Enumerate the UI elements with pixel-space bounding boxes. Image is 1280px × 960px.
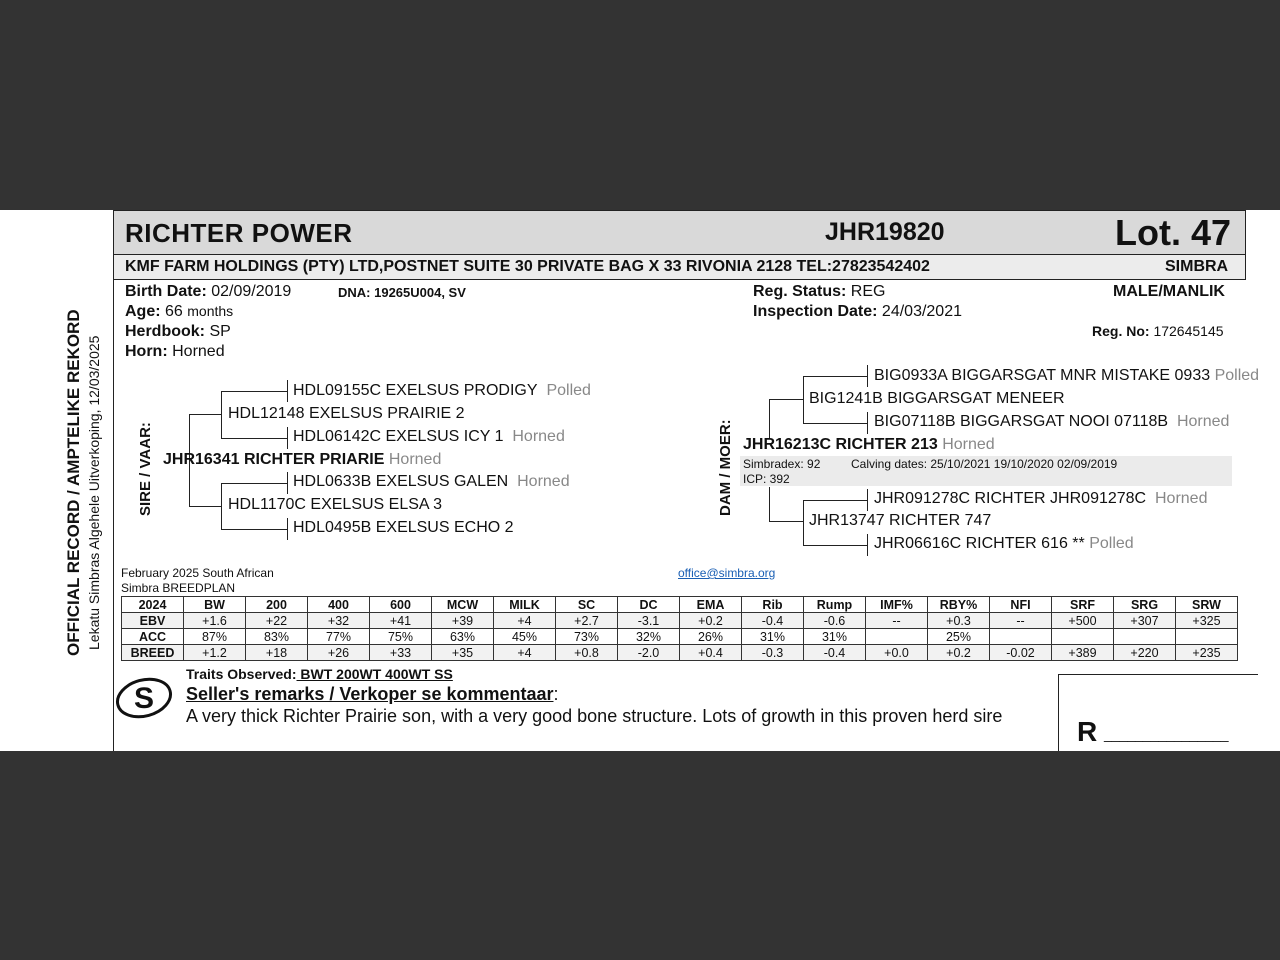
traits-observed	[186, 666, 453, 682]
simbra-logo-icon	[113, 673, 173, 733]
table-header-cell: MILK	[494, 597, 556, 613]
table-cell: +0.0	[866, 645, 928, 661]
age-label: Age:	[125, 303, 161, 320]
table-cell: 32%	[618, 629, 680, 645]
price-currency: R	[1077, 716, 1098, 747]
birth-date	[125, 283, 291, 301]
auction-label: Lekatu Simbras Algehele Uitverkoping, 12/03/2025	[86, 335, 102, 650]
table-cell: +33	[370, 645, 432, 661]
logo-letter: S	[133, 682, 155, 715]
email-link[interactable]: office@simbra.org	[678, 566, 776, 580]
table-header-cell: Rib	[742, 597, 804, 613]
sex-label: MALE/MANLIK	[1113, 283, 1225, 300]
breed-label: SIMBRA	[1165, 258, 1229, 275]
traits-label: Traits Observed:	[186, 666, 297, 682]
table-header-row	[122, 597, 1238, 613]
table-cell: +307	[1114, 613, 1176, 629]
table-cell: 75%	[370, 629, 432, 645]
sire-dam-sire: HDL0633B EXELSUS GALEN Horned	[293, 473, 570, 490]
table-cell: -0.4	[804, 645, 866, 661]
table-cell: +0.2	[680, 613, 742, 629]
table-cell	[1114, 629, 1176, 645]
table-cell: 25%	[928, 629, 990, 645]
table-cell: -0.6	[804, 613, 866, 629]
table-header-cell: Rump	[804, 597, 866, 613]
traits-value: BWT 200WT 400WT SS	[296, 666, 453, 682]
table-cell: 31%	[742, 629, 804, 645]
table-cell: -0.4	[742, 613, 804, 629]
reg-status-value: REG	[850, 283, 886, 300]
table-cell: +235	[1176, 645, 1238, 661]
official-record-label: OFFICIAL RECORD / AMPTELIKE REKORD	[64, 309, 83, 656]
horn	[125, 343, 225, 361]
table-cell: +389	[1052, 645, 1114, 661]
table-header-cell: 400	[308, 597, 370, 613]
reg-status	[753, 283, 885, 301]
breedplan-table	[121, 596, 1238, 661]
dam-main: JHR16213C RICHTER 213 Horned	[743, 436, 995, 453]
table-cell	[1052, 629, 1114, 645]
reg-no	[1092, 323, 1224, 339]
table-cell: +0.3	[928, 613, 990, 629]
animal-name: RICHTER POWER	[125, 218, 353, 248]
inspection-value: 24/03/2021	[881, 303, 962, 320]
table-header-cell: RBY%	[928, 597, 990, 613]
table-cell: +325	[1176, 613, 1238, 629]
table-cell	[1176, 629, 1238, 645]
simbradex: Simbradex: 92	[743, 457, 821, 471]
table-row-label: BREED	[122, 645, 184, 661]
table-cell: 26%	[680, 629, 742, 645]
dam-sire-bracket	[803, 376, 804, 423]
horn-label: Horn:	[125, 343, 168, 360]
table-cell: +2.7	[556, 613, 618, 629]
table-header-cell: SC	[556, 597, 618, 613]
table-cell: +18	[246, 645, 308, 661]
table-cell: -0.02	[990, 645, 1052, 661]
table-header-cell: MCW	[432, 597, 494, 613]
table-cell: +39	[432, 613, 494, 629]
dam-dam-dam: JHR06616C RICHTER 616 ** Polled	[874, 535, 1134, 552]
table-header-cell: DC	[618, 597, 680, 613]
table-header-cell: IMF%	[866, 597, 928, 613]
horn-value: Horned	[172, 343, 225, 360]
price-blank[interactable]: ________________	[1104, 726, 1229, 742]
table-cell: +1.2	[184, 645, 246, 661]
table-header-cell: 200	[246, 597, 308, 613]
table-header-cell: SRW	[1176, 597, 1238, 613]
inspection-label: Inspection Date:	[753, 303, 878, 320]
table-header-cell: EMA	[680, 597, 742, 613]
herdbook-label: Herdbook:	[125, 323, 205, 340]
reg-no-label: Reg. No:	[1092, 323, 1150, 339]
sire-dam-dam: HDL0495B EXELSUS ECHO 2	[293, 519, 514, 536]
remarks-heading: Seller's remarks / Verkoper se kommentaar:	[186, 684, 559, 704]
table-cell: 73%	[556, 629, 618, 645]
dam-sire: BIG1241B BIGGARSGAT MENEER	[809, 390, 1065, 407]
lot-number: Lot. 47	[1115, 212, 1232, 253]
sire-main: JHR16341 RICHTER PRIARIE Horned	[163, 451, 442, 468]
age-value: 66	[165, 303, 183, 320]
herdbook	[125, 323, 231, 341]
table-header-cell: 600	[370, 597, 432, 613]
table-cell: -2.0	[618, 645, 680, 661]
table-cell: +35	[432, 645, 494, 661]
remarks-text: A very thick Richter Prairie son, with a very good bone structure. Lots of growth in this proven herd sire	[186, 706, 1003, 726]
table-cell: 31%	[804, 629, 866, 645]
table-cell: +1.6	[184, 613, 246, 629]
sire-dam: HDL1170C EXELSUS ELSA 3	[228, 496, 443, 513]
inspection-date	[753, 303, 962, 321]
table-cell: +0.4	[680, 645, 742, 661]
calving-dates: Calving dates: 25/10/2021 19/10/2020 02/09/2019	[851, 457, 1118, 471]
table-cell: 77%	[308, 629, 370, 645]
table-cell: +41	[370, 613, 432, 629]
birth-date-value: 02/09/2019	[211, 283, 292, 300]
table-cell: +22	[246, 613, 308, 629]
table-cell: 63%	[432, 629, 494, 645]
dam-dam: JHR13747 RICHTER 747	[809, 512, 992, 529]
birth-date-label: Birth Date:	[125, 283, 207, 300]
icp: ICP: 392	[743, 472, 790, 486]
table-header-cell: BW	[184, 597, 246, 613]
table-row-label: ACC	[122, 629, 184, 645]
age-unit: months	[187, 303, 234, 319]
table-cell: +500	[1052, 613, 1114, 629]
table-header-cell: SRF	[1052, 597, 1114, 613]
table-cell: 87%	[184, 629, 246, 645]
sire-sire: HDL12148 EXELSUS PRAIRIE 2	[228, 405, 465, 422]
dam-dam-bracket	[803, 500, 804, 545]
table-cell	[990, 629, 1052, 645]
table-header-cell: SRG	[1114, 597, 1176, 613]
table-cell: -0.3	[742, 645, 804, 661]
table-cell: +220	[1114, 645, 1176, 661]
table-cell: 45%	[494, 629, 556, 645]
table-header-cell: 2024	[122, 597, 184, 613]
table-cell: +26	[308, 645, 370, 661]
sire-sire-dam: HDL06142C EXELSUS ICY 1 Horned	[293, 428, 565, 445]
sire-sire-sire: HDL09155C EXELSUS PRODIGY Polled	[293, 382, 591, 399]
breedplan-title-line1: February 2025 South African	[121, 566, 274, 580]
table-header-cell: NFI	[990, 597, 1052, 613]
age	[125, 303, 233, 321]
herdbook-value: SP	[209, 323, 231, 340]
table-cell: --	[990, 613, 1052, 629]
dam-sire-sire: BIG0933A BIGGARSGAT MNR MISTAKE 0933 Polled	[874, 367, 1260, 384]
table-cell: --	[866, 613, 928, 629]
table-row	[122, 629, 1238, 645]
table-cell: +0.2	[928, 645, 990, 661]
table-cell: +0.8	[556, 645, 618, 661]
dam-sire-dam: BIG07118B BIGGARSGAT NOOI 07118B Horned	[874, 413, 1230, 430]
table-cell	[866, 629, 928, 645]
table-row	[122, 645, 1238, 661]
owner-info: KMF FARM HOLDINGS (PTY) LTD,POSTNET SUITE 30 PRIVATE BAG X 33 RIVONIA 2128 TEL:27823542402	[125, 258, 930, 275]
reg-status-label: Reg. Status:	[753, 283, 847, 300]
reg-no-value: 172645145	[1153, 323, 1224, 339]
table-row-label: EBV	[122, 613, 184, 629]
table-cell: +4	[494, 613, 556, 629]
sire-dam-bracket	[221, 483, 222, 529]
remarks-title: Seller's remarks / Verkoper se kommentaar	[186, 684, 554, 704]
table-cell: +32	[308, 613, 370, 629]
breedplan-title-line2: Simbra BREEDPLAN	[121, 581, 236, 595]
table-cell: +4	[494, 645, 556, 661]
table-row	[122, 613, 1238, 629]
dam-dam-sire: JHR091278C RICHTER JHR091278C Horned	[874, 490, 1208, 507]
sire-sire-bracket	[221, 391, 222, 438]
registration-id: JHR19820	[825, 218, 945, 246]
sire-label: SIRE / VAAR:	[137, 422, 154, 516]
table-cell: 83%	[246, 629, 308, 645]
dam-lower-bracket	[769, 487, 770, 522]
dam-label: DAM / MOER:	[717, 419, 734, 516]
dam-upper-bracket	[769, 399, 770, 439]
lot-card	[0, 210, 1280, 751]
dna-info: DNA: 19265U004, SV	[338, 285, 466, 300]
table-cell: -3.1	[618, 613, 680, 629]
